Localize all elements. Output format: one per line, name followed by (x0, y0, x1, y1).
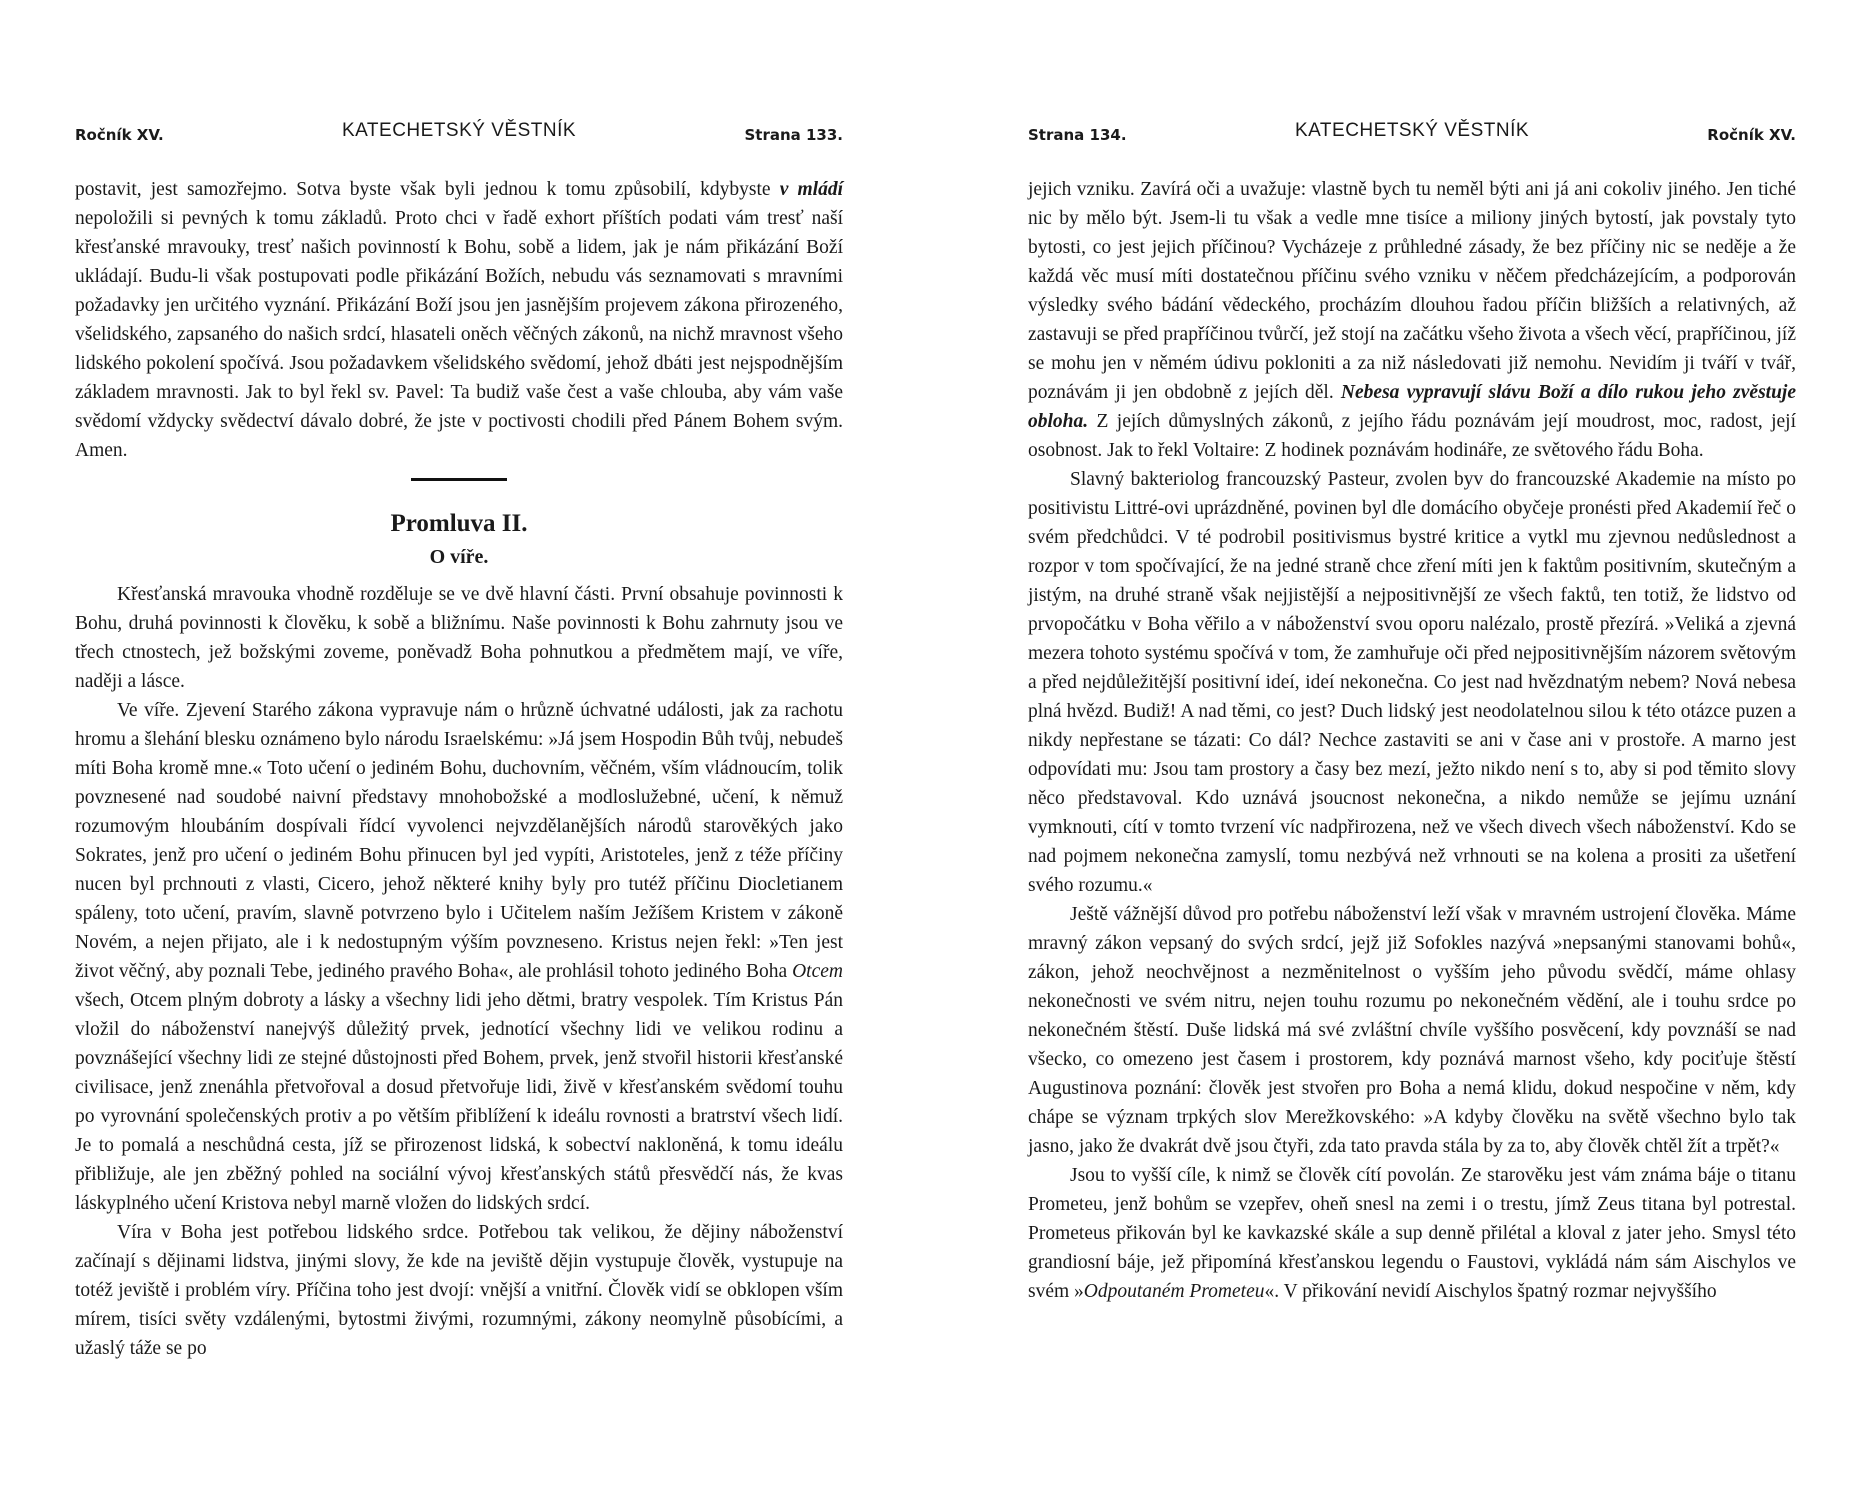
left-page-number: Strana 133. (744, 126, 843, 144)
left-top-text (75, 175, 843, 465)
right-volume-label: Ročník XV. (1707, 126, 1796, 144)
left-volume-label: Ročník XV. (75, 126, 164, 144)
right-journal-title: KATECHETSKÝ VĚSTNÍK (1294, 120, 1530, 141)
paragraph: Jsou to vyšší cíle, k nimž se člověk cítí povolán. Ze starověku jest vám známa báje o titanu Prometeu, jenž bohům se vzepřev, oheň snesl na zemi i o trestu, jímž Zeus titana byl potrestal. Prometeus přikován byl ke kavkazské skále a sup denně přilétal a kloval z jater jeho. Smysl této grandiosní báje, jež připomíná křesťanskou legendu o Faustovi, vykládá nám sám Aischylos ve svém »Odpoutaném Prometeu«. V přikování nevidí Aischylos špatný rozmar nejvyššího (1028, 1165, 1796, 1302)
left-page (75, 0, 843, 1501)
paragraph: postavit, jest samozřejmo. Sotva byste však byli jednou k tomu způsobilí, kdybyste v mládí nepoložili si pevných k tomu základů. Proto chci v řadě exhort příštích podati vám tresť naší křesťanské mravouky, tresť našich povinností k Bohu, sobě a lidem, jak je nám přikázání Boží ukládají. Budu-li však postupovati podle přikázání Božích, nebudu vás seznamovati s mravními požadavky jen určitého vyznání. Přikázání Boží jsou jen jasnějším projevem zákona přirozeného, všelidského, zapsaného do našich srdcí, hlasateli oněch věčných zákonů, na nichž mravnost všeho lidského pokolení spočívá. Jsou požadavkem všelidského svědomí, jehož dbáti jest nejspodnějším základem mravnosti. Jak to byl řekl sv. Pavel: Ta budiž vaše čest a vaše chlouba, aby vám vaše svědomí vždycky svědectví dávalo dobré, že jste v poctivosti chodili před Pánem Bohem svým. Amen. (75, 179, 843, 461)
sermon-subtitle: O víře. (429, 546, 489, 568)
paragraph: Křesťanská mravouka vhodně rozděluje se ve dvě hlavní části. První obsahuje povinnosti k Bohu, druhá povinnosti k člověku, k sobě a bližnímu. Naše povinnosti k Bohu zahrnuty jsou ve třech ctnostech, jež božskými zoveme, poněvadž Boha pohnutkou a předmětem mají, ve víře, naději a lásce. (75, 584, 843, 692)
sermon-title: Promluva II. (390, 510, 528, 537)
paragraph: Slavný bakteriolog francouzský Pasteur, zvolen byv do francouzské Akademie na místo po positivistu Littré-ovi uprázdněné, povinen byl dle domácího obyčeje pronésti před Akademií řeč o svém předchůdci. V té podrobil positivismus bystré kritice a vytkl mu zjevnou nedůslednost a rozpor v tom spočívající, že na jedné straně chce zření míti jen k faktům positivním, skutečným a jistým, na druhé straně však nejjistější a nejpositivnější ze všech faktů, ten totiž, že lidstvo od prvopočátku v Boha věřilo a v náboženství svou oporu nalézalo, prostě přezírá. »Veliká a zjevná mezera tohoto systému spočívá v tom, že zamhuřuje oči před nejpositivnějším názorem světovým a před nejdůležitější positivní ideí, ideí nekonečna. Co jest nad hvězdnatým nebem? Nová nebesa plná hvězd. Budiž! A nad těmi, co jest? Duch lidský jest neodolatelnou silou k této otázce puzen a nikdy nepřestane se tázati: Co dál? Nechce zastaviti se ani v čase ani v prostoře. A marno jest odpovídati mu: Jsou tam prostory a časy bez mezí, ježto nikdo není s to, aby si pod těmito slovy něco představoval. Kdo uznává jsoucnost nekonečna, a nikdo nemůže se jejímu uznání vymknouti, cítí v tomto tvrzení víc nadpřirozena, než ve všech divech všech náboženství. Kdo se nad pojmem nekonečna zamyslí, tomu nezbývá než vrhnouti se na kolena a prositi za ušetření svého rozumu.« (1028, 469, 1796, 896)
left-sermon-text (75, 580, 843, 1363)
paragraph: Víra v Boha jest potřebou lidského srdce. Potřebou tak velikou, že dějiny náboženství začínají s dějinami lidstva, jinými slovy, že kde na jeviště dějin vystupuje člověk, vystupuje na totéž jeviště i problém víry. Příčina toho jest dvojí: vnější a vnitřní. Člověk vidí se obklopen vším mírem, tisíci světy vzdálenými, bytostmi živými, rozumnými, zákony neomylně působícími, a užaslý táže se po (75, 1222, 843, 1359)
paragraph: jejich vzniku. Zavírá oči a uvažuje: vlastně bych tu neměl býti ani já ani cokoliv jiného. Jen tiché nic by mělo být. Jsem-li tu však a vedle mne tisíce a miliony jiných bytostí, jak povstaly tyto bytosti, co jest jejich příčinou? Vycházeje z průhledné zásady, že bez příčiny nic se neděje a že každá věc musí míti dostatečnou příčinu svého vzniku v něčem předcházejícím, a podporován výsledky svého bádání vědeckého, procházím dlouhou řadou příčin bližších a relativných, až zastavuji se před prapříčinou tvůrčí, jež stojí na začátku všeho života a všech věcí, prapříčinou, jíž se mohu jen v němém údivu pokloniti a za niž následovati již nemohu. Nevidím ji tváří v tvář, poznávám ji jen obdobně z jejích děl. Nebesa vypravují slávu Boží a dílo rukou jeho zvěstuje obloha. Z jejích důmyslných zákonů, z jejího řádu poznávám její moudrost, moc, radost, její osobnost. Jak to řekl Voltaire: Z hodinek poznávám hodináře, ze světového řádu Boha. (1028, 179, 1796, 461)
left-journal-title: KATECHETSKÝ VĚSTNÍK (341, 120, 577, 141)
right-running-head (1028, 120, 1796, 150)
left-running-head (75, 120, 843, 150)
paragraph: Ve víře. Zjevení Starého zákona vypravuje nám o hrůzně úchvatné události, jak za rachotu hromu a šlehání blesku oznámeno bylo národu Israelskému: »Já jsem Hospodin Bůh tvůj, nebudeš míti Boha kromě mne.« Toto učení o jediném Bohu, duchovním, věčném, vším vládnoucím, tolik povznesené nad soudobé naivní představy mnohobožské a modloslužebné, učení, k němuž rozumovým hloubáním dospívali řídcí vyvolenci nejvzdělanějších národů starověkých jako Sokrates, jenž pro učení o jediném Bohu přinucen byl jed vypíti, Aristoteles, jenž z téže příčiny nucen byl prchnouti z vlasti, Cicero, jehož některé knihy byly pro tutéž příčinu Diocletianem spáleny, toto učení, pravím, slavně potvrzeno bylo i Učitelem naším Ježíšem Kristem v zákoně Novém, a nejen přijato, ale i k nedostupným výším povzneseno. Kristus nejen řekl: »Ten jest život věčný, aby poznali Tebe, jediného pravého Boha«, ale prohlásil tohoto jediného Boha Otcem všech, Otcem plným dobroty a lásky a všechny lidi jeho dětmi, bratry vespolek. Tím Kristus Pán vložil do náboženství nanejvýš důležitý prvek, jednotící všechny lidi ve velikou rodinu a povznášející všechny lidi ze stejné důstojnosti před Bohem, prvek, jenž stvořil historii křesťanské civilisace, jenž znenáhla přetvořoval a dosud přetvořuje lidi, živě v křesťanském svědomí touhu po vyrovnání společenských protiv a po větším přiblížení k ideálu rovnosti a bratrství všech lidí. Je to pomalá a neschůdná cesta, jíž se přirozenost lidská, k sobectví nakloněná, k tomu ideálu přibližuje, ale jen zběžný pohled na sociální vývoj křesťanských států přesvědčí nás, že kvas láskyplného učení Kristova nebyl marně vložen do lidských srdcí. (75, 700, 843, 1214)
section-divider (411, 478, 507, 481)
paragraph: Ještě vážnější důvod pro potřebu náboženství leží však v mravném ustrojení člověka. Máme mravný zákon vepsaný do svých srdcí, jejž již Sofokles nazývá »nepsanými stanovami bohů«, zákon, jehož neochvějnost a nezměnitelnost o vyšším jeho původu svědčí, máme ohlasy nekonečnosti ve svém nitru, nejen touhu rozumu po nekonečném vědění, ale i touhu srdce po nekonečném štěstí. Duše lidská má své zvláštní chvíle vyššího posvěcení, kdy povznáší se nad všecko, co omezeno jest časem i prostorem, kdy poznává marnost všeho, kdy pociťuje štěstí Augustinova poznání: člověk jest stvořen pro Boha a nemá klidu, dokud nespočine v něm, kdy chápe se význam trpkých slov Merežkovského: »A kdyby člověku na světě všechno bylo tak jasno, jako že dvakrát dvě jsou čtyři, zda tato pravda stála by za to, aby člověk chtěl žít a trpět?« (1028, 904, 1796, 1157)
right-page-number: Strana 134. (1028, 126, 1127, 144)
right-sermon-text (1028, 175, 1796, 1306)
right-page (1028, 0, 1796, 1501)
